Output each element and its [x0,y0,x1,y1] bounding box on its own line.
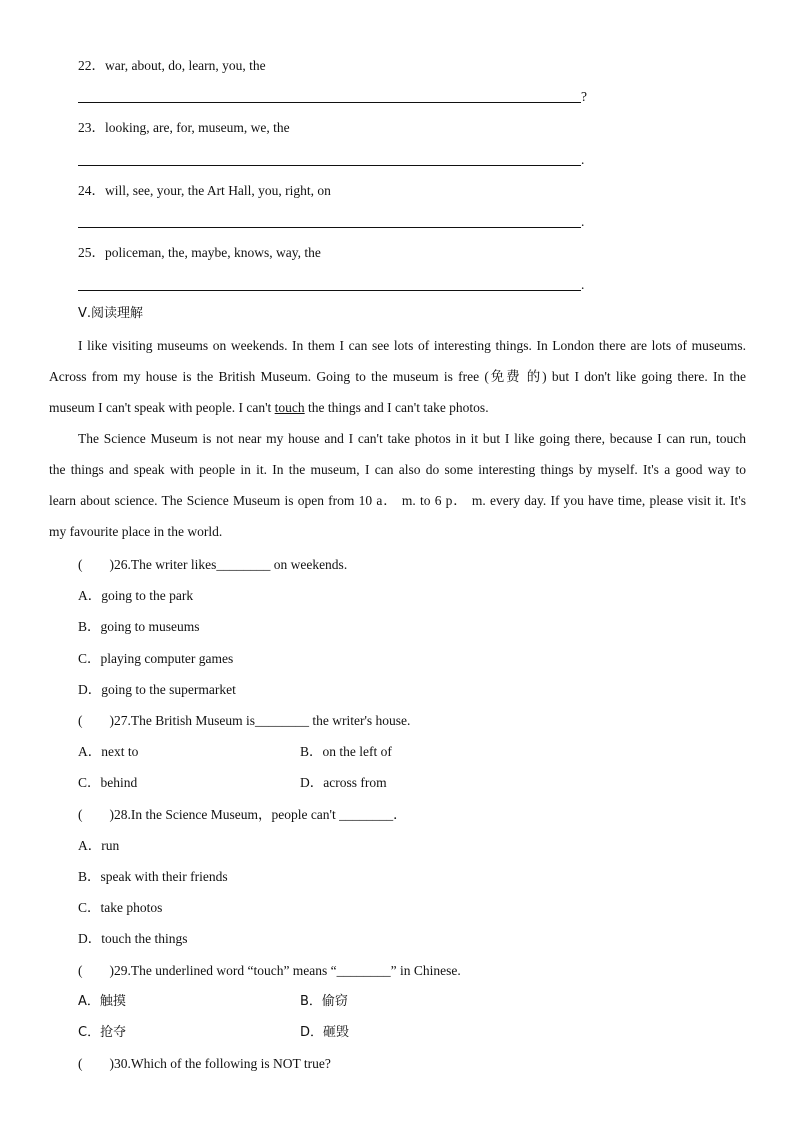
passage-line: Across from my house is the British Museum. Going to the museum is free (免费 的) but I don't like going there. In the [49,369,746,384]
question-25 [78,245,321,261]
option-c[interactable]: C．抢夺 [78,1025,127,1040]
option-b[interactable]: B．going to museums [78,619,200,634]
option-c[interactable]: C．take photos [78,900,163,915]
question-22 [78,58,266,74]
question-number: 25． [78,245,105,260]
option-b[interactable]: B．speak with their friends [78,869,228,884]
option-a[interactable]: A．run [78,838,120,853]
passage-line: my favourite place in the world. [49,524,223,539]
question-27-stem: ( )27.The British Museum is________ the writer's house. [78,713,411,728]
underlined-word: touch [274,400,305,415]
question-number: 22． [78,58,105,73]
answer-line-23[interactable] [78,165,581,166]
answer-line-24[interactable] [78,227,581,228]
passage-line: museum I can't speak with people. I can't touch the things and I can't take photos. [49,400,489,415]
scrambled-words: policeman, the, maybe, knows, way, the [105,245,321,260]
question-29-stem: ( )29.The underlined word “touch” means “________” in Chinese. [78,963,461,978]
option-d[interactable]: D．砸毁 [300,1025,350,1040]
question-26-stem: ( )26.The writer likes________ on weekends. [78,557,348,572]
passage-line: learn about science. The Science Museum is open from 10 a． m. to 6 p． m. every day. If you have time, please visit it. It's [49,493,746,508]
answer-line-25[interactable] [78,290,581,291]
question-number: 24． [78,183,105,198]
option-c[interactable]: C．behind [78,775,138,790]
option-a[interactable]: A．触摸 [78,994,126,1009]
scrambled-words: will, see, your, the Art Hall, you, right, on [105,183,331,198]
passage-line: the things and speak with people in it. In the museum, I can also do some interesting things by myself. It's a good way to [49,462,746,477]
option-d[interactable]: D．going to the supermarket [78,682,236,697]
scrambled-words: war, about, do, learn, you, the [105,58,266,73]
option-d[interactable]: D．across from [300,775,387,790]
end-punctuation: . [581,277,585,292]
question-30-stem: ( )30.Which of the following is NOT true? [78,1056,331,1071]
end-punctuation: . [581,152,585,167]
passage-line: I like visiting museums on weekends. In them I can see lots of interesting things. In London there are lots of museums. [78,338,746,353]
end-punctuation: ? [581,89,587,104]
end-punctuation: . [581,214,585,229]
question-23 [78,120,290,136]
option-b[interactable]: B．偷窃 [300,994,348,1009]
option-a[interactable]: A．next to [78,744,139,759]
option-c[interactable]: C．playing computer games [78,651,234,666]
answer-line-22[interactable] [78,102,581,103]
option-d[interactable]: D．touch the things [78,931,188,946]
section-title: Ⅴ.阅读理解 [78,306,144,321]
question-24 [78,183,331,199]
passage-line: The Science Museum is not near my house and I can't take photos in it but I like going there, because I can run, touch [78,431,746,446]
question-number: 23． [78,120,105,135]
reading-passage [49,330,746,547]
question-28-stem: ( )28.In the Science Museum，people can't ________． [78,807,407,822]
scrambled-words: looking, are, for, museum, we, the [105,120,290,135]
option-b[interactable]: B．on the left of [300,744,392,759]
option-a[interactable]: A．going to the park [78,588,194,603]
